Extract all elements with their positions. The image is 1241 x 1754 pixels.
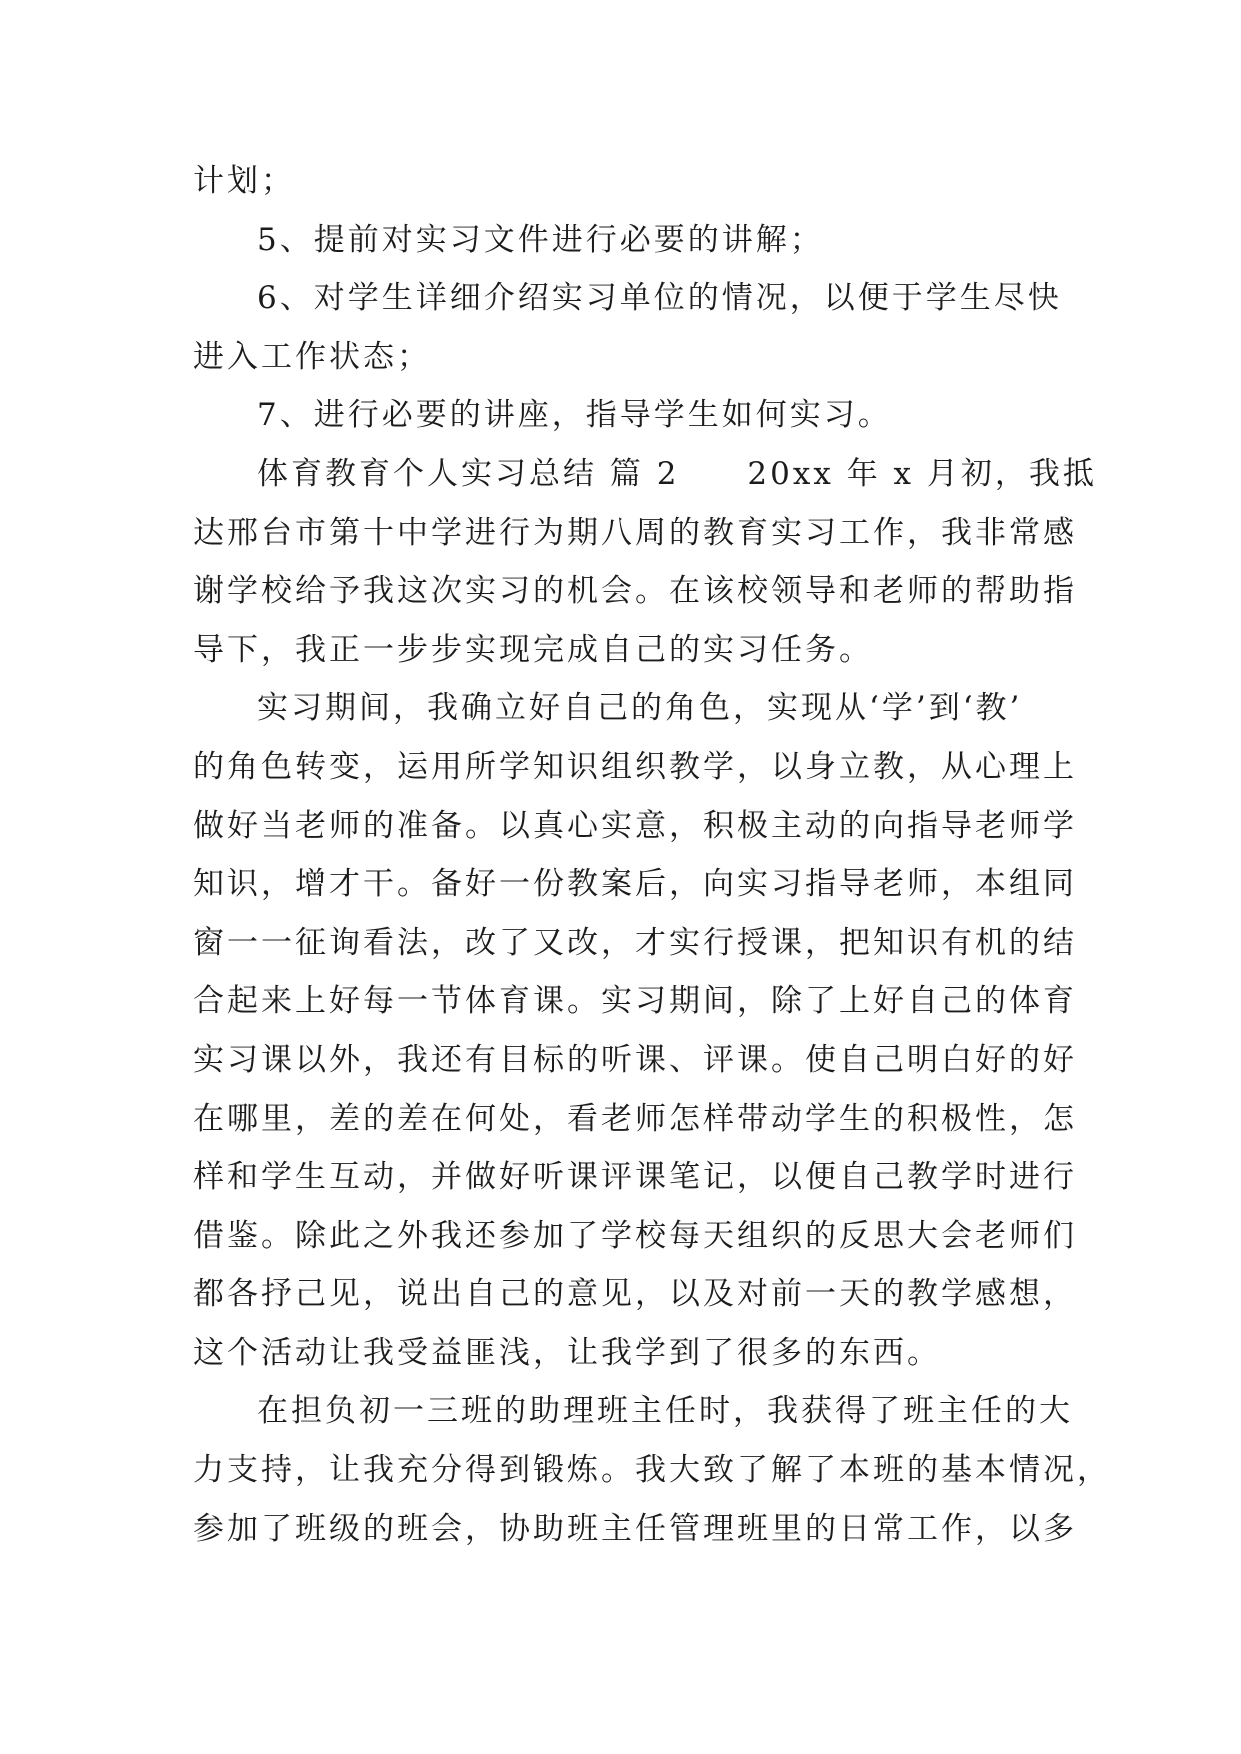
text-line: 合起来上好每一节体育课。实习期间，除了上好自己的体育 xyxy=(193,983,1077,1020)
section-heading-line: 体育教育个人实习总结 篇 2 20xx 年 x 月初，我抵 xyxy=(257,455,1097,492)
text-line: 在担负初一三班的助理班主任时，我获得了班主任的大 xyxy=(257,1393,1073,1430)
text-line: 知识，增才干。备好一份教案后，向实习指导老师，本组同 xyxy=(193,866,1077,903)
text-line: 实习课以外，我还有目标的听课、评课。使自己明白好的好 xyxy=(193,1041,1077,1078)
text-line: 达邢台市第十中学进行为期八周的教育实习工作，我非常感 xyxy=(193,514,1077,551)
text-line: 的角色转变，运用所学知识组织教学，以身立教，从心理上 xyxy=(193,748,1077,785)
text-line: 实习期间，我确立好自己的角色，实现从‘学’到‘教’ xyxy=(257,690,1023,727)
text-line: 都各抒己见，说出自己的意见，以及对前一天的教学感想， xyxy=(193,1276,1077,1313)
text-line: 参加了班级的班会，协助班主任管理班里的日常工作，以多 xyxy=(193,1510,1077,1547)
text-line: 5、提前对实习文件进行必要的讲解； xyxy=(257,221,824,258)
text-line: 窗一一征询看法，改了又改，才实行授课，把知识有机的结 xyxy=(193,924,1077,961)
text-line: 计划； xyxy=(193,163,295,199)
text-line: 6、对学生详细介绍实习单位的情况，以便于学生尽快 xyxy=(257,280,1062,317)
text-line: 在哪里，差的差在何处，看老师怎样带动学生的积极性，怎 xyxy=(193,1100,1077,1137)
text-line: 谢学校给予我这次实习的机会。在该校领导和老师的帮助指 xyxy=(193,573,1077,610)
text-line: 借鉴。除此之外我还参加了学校每天组织的反思大会老师们 xyxy=(193,1217,1077,1254)
text-line: 7、进行必要的讲座，指导学生如何实习。 xyxy=(257,397,892,434)
text-line: 导下，我正一步步实现完成自己的实习任务。 xyxy=(193,631,873,668)
text-line: 力支持，让我充分得到锻炼。我大致了解了本班的基本情况， xyxy=(193,1452,1111,1489)
text-line: 做好当老师的准备。以真心实意，积极主动的向指导老师学 xyxy=(193,807,1077,844)
text-line: 这个活动让我受益匪浅，让我学到了很多的东西。 xyxy=(193,1334,941,1371)
text-line: 进入工作状态； xyxy=(193,338,431,375)
text-line: 样和学生互动，并做好听课评课笔记，以便自己教学时进行 xyxy=(193,1159,1077,1196)
document-body xyxy=(193,152,1111,1558)
